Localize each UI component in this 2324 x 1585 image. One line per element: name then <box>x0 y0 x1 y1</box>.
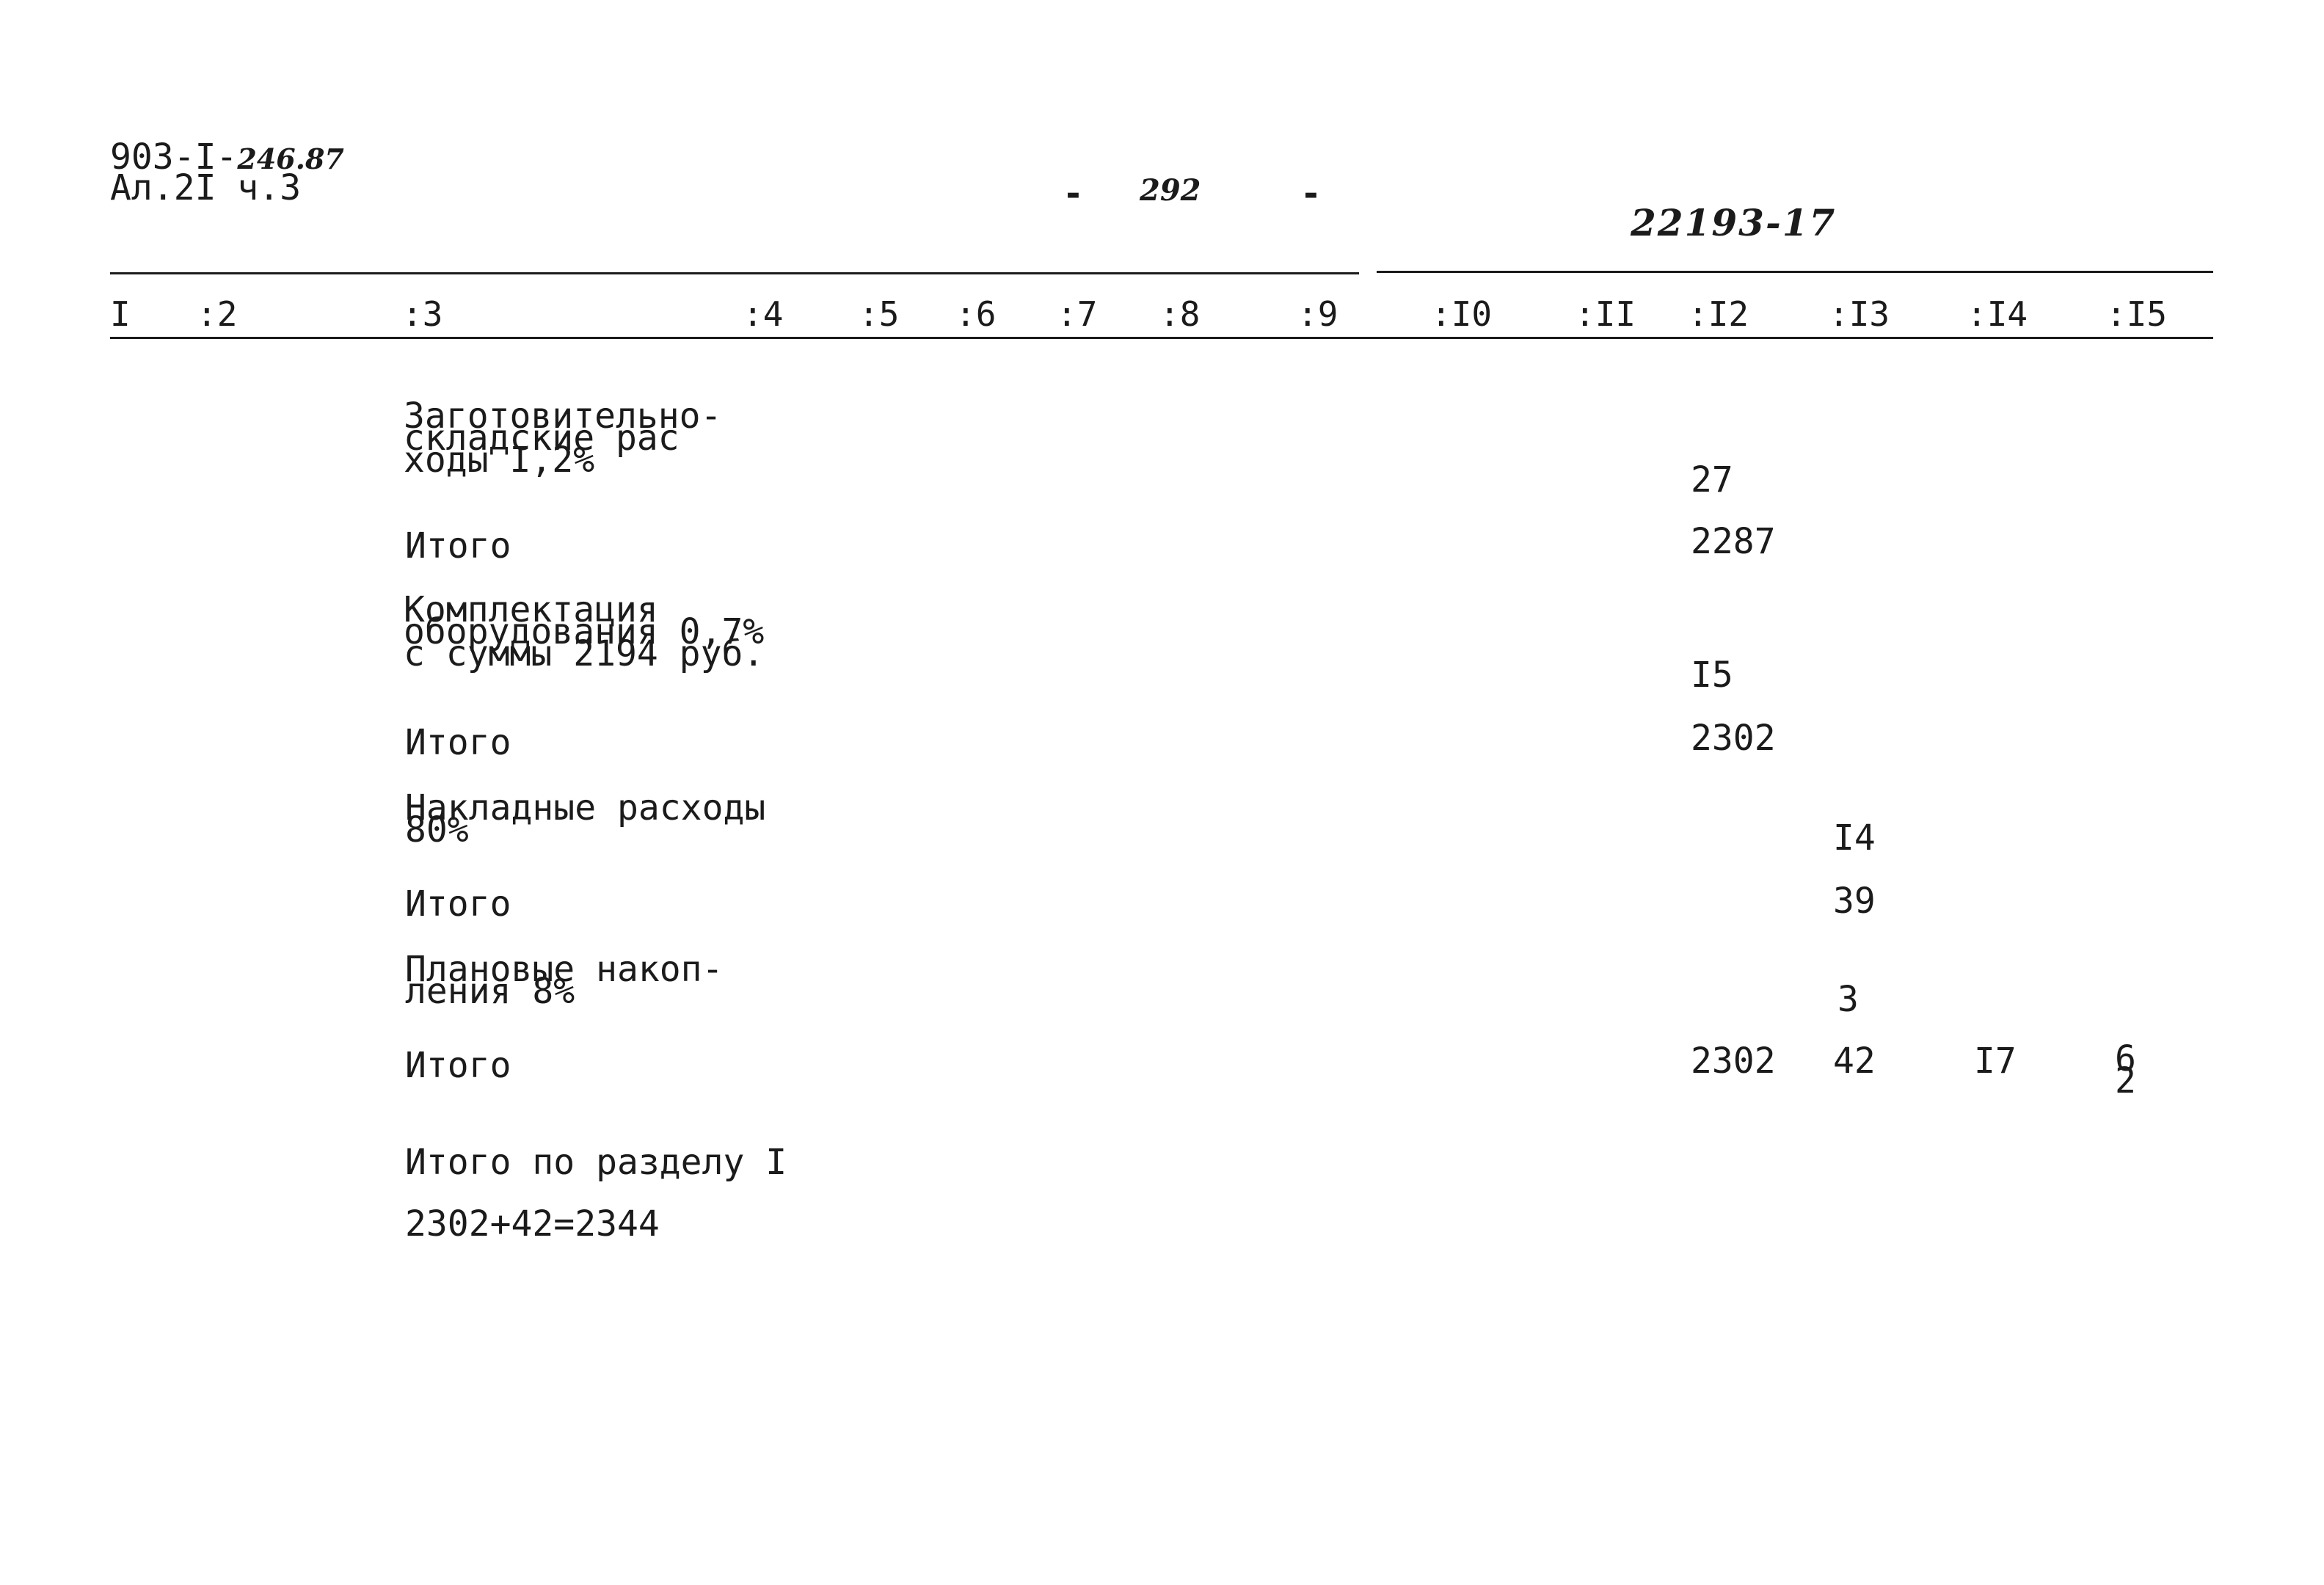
section-total-title: Итого по разделу I <box>405 1142 787 1183</box>
page-dash-right: - <box>1300 173 1322 214</box>
album-reference: Ал.2I ч.3 <box>110 167 302 208</box>
row-label-total: Итого <box>405 1045 511 1086</box>
column-number-5: :5 <box>859 294 900 334</box>
column-number-15: :I5 <box>2106 294 2168 334</box>
column-number-7: :7 <box>1057 294 1098 334</box>
row-value-total-c12: 2302 <box>1691 1041 1776 1082</box>
stamp-number: 22193-17 <box>1631 201 1837 244</box>
row-value-equipment-c12: I5 <box>1691 655 1733 696</box>
column-number-8: :8 <box>1159 294 1201 334</box>
header-rule-bottom <box>110 337 2213 339</box>
row-label-subtotal-2: Итого <box>405 722 511 763</box>
header-rule-top-left <box>110 272 1359 274</box>
column-number-11: :II <box>1575 294 1636 334</box>
column-number-4: :4 <box>743 294 784 334</box>
row-label-planned-savings: Плановые накоп- ления 8% <box>405 949 724 1012</box>
row-value-procurement-c12: 27 <box>1691 459 1733 500</box>
row-value-planned-savings-c13: 3 <box>1837 979 1859 1020</box>
column-number-12: :I2 <box>1688 294 1749 334</box>
column-number-6: :6 <box>955 294 997 334</box>
row-label-subtotal-1: Итого <box>405 525 511 566</box>
column-number-9: :9 <box>1297 294 1338 334</box>
column-number-2: :2 <box>197 294 238 334</box>
row-value-subtotal-2-c12: 2302 <box>1691 718 1776 759</box>
row-label-procurement-costs: Заготовительно- складские рас ходы I,2% <box>404 396 722 481</box>
column-number-3: :3 <box>402 294 443 334</box>
row-label-overhead: Накладные расходы 80% <box>405 787 766 850</box>
page-dash-left: - <box>1063 173 1084 214</box>
document-code-printed: 903-I- <box>110 136 238 178</box>
column-number-13: :I3 <box>1829 294 1890 334</box>
row-value-subtotal-1-c12: 2287 <box>1691 521 1776 562</box>
column-number-14: :I4 <box>1967 294 2028 334</box>
column-number-10: :I0 <box>1431 294 1493 334</box>
column-number-1: I <box>110 294 131 334</box>
header-rule-top-right <box>1377 271 2213 273</box>
document-code-handwritten: 246.87 <box>237 142 344 175</box>
row-label-subtotal-3: Итого <box>405 883 511 925</box>
row-value-overhead-c13: I4 <box>1833 817 1876 859</box>
row-value-total-c14: I7 <box>1974 1041 2017 1082</box>
page-number: 292 <box>1140 173 1201 208</box>
row-label-equipment-completion: Комплектация оборудования 0,7% с суммы 2194 руб. <box>404 589 765 674</box>
row-value-total-c15: 6 2 <box>2115 1038 2136 1101</box>
section-total-formula: 2302+42=2344 <box>405 1203 660 1245</box>
row-value-subtotal-3-c13: 39 <box>1833 881 1876 922</box>
row-value-total-c13: 42 <box>1833 1041 1876 1082</box>
